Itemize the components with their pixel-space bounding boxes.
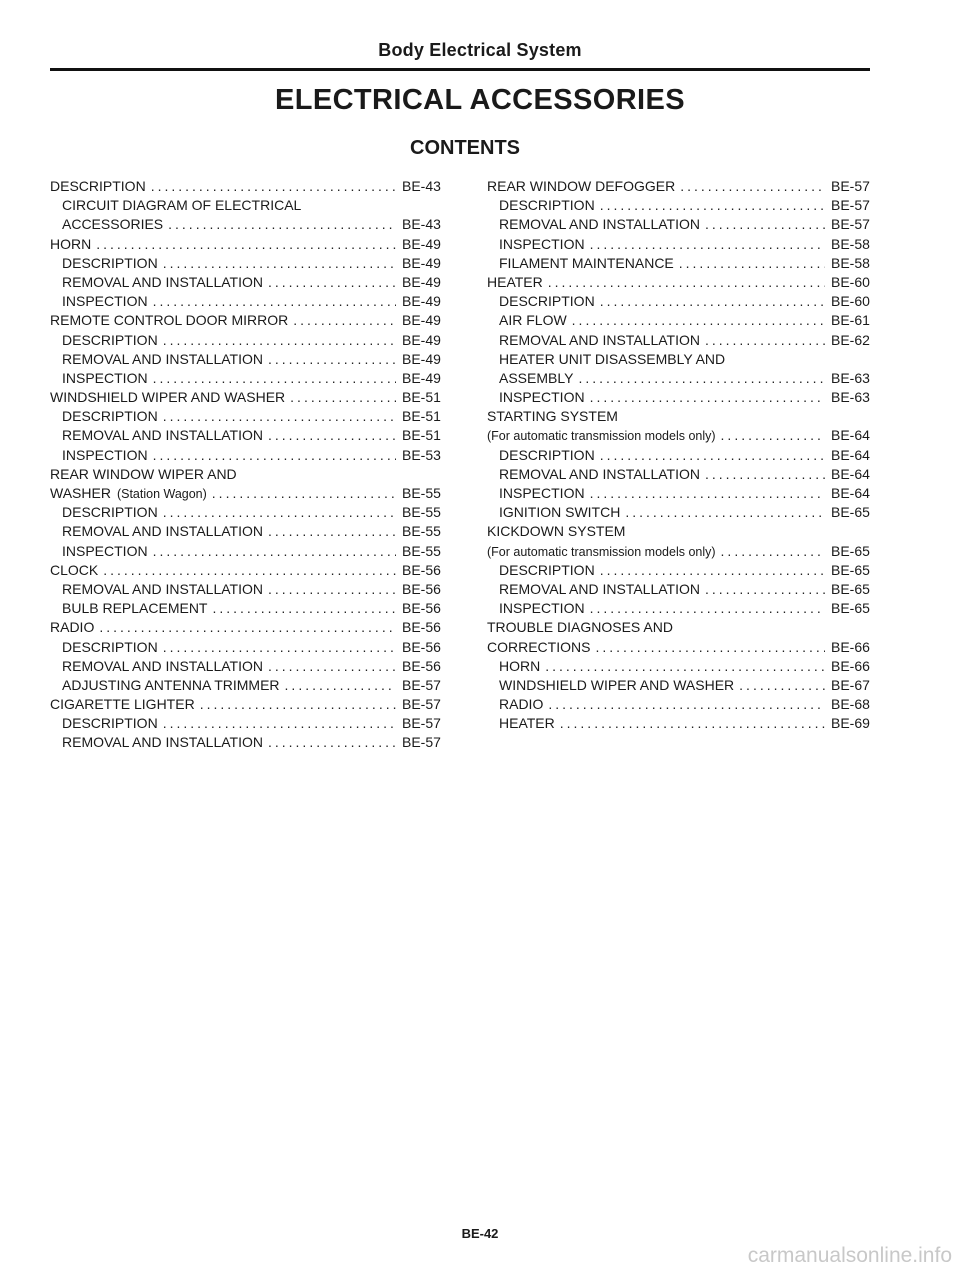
toc-entry	[487, 561, 873, 580]
toc-entry-title: DESCRIPTION	[499, 293, 595, 310]
toc-entry-title: DESCRIPTION	[62, 638, 158, 655]
dot-leader	[705, 465, 825, 484]
toc-entry-title: REMOVAL AND INSTALLATION	[62, 523, 263, 540]
toc-entry-title: RADIO	[499, 696, 544, 713]
toc-page-number: BE-64	[831, 465, 870, 482]
toc-entry	[487, 522, 873, 541]
dot-leader	[151, 177, 396, 196]
dot-leader	[595, 638, 825, 657]
toc-entry	[50, 733, 444, 752]
dot-leader	[290, 388, 396, 407]
dot-leader	[168, 215, 396, 234]
toc-entry	[50, 215, 444, 234]
toc-entry-title: DESCRIPTION	[499, 561, 595, 578]
toc-entry	[50, 580, 444, 599]
toc-entry	[487, 235, 873, 254]
toc-entry-title: REAR WINDOW DEFOGGER	[487, 178, 676, 194]
running-header: Body Electrical System	[378, 40, 582, 60]
toc-entry	[487, 215, 873, 234]
dot-leader	[268, 657, 396, 676]
dot-leader	[163, 254, 396, 273]
toc-page-number: BE-63	[831, 389, 870, 406]
toc-page-number: BE-56	[402, 638, 441, 655]
toc-right-column	[487, 177, 873, 733]
toc-page-number: BE-69	[831, 715, 870, 732]
toc-entry	[50, 311, 444, 330]
toc-page-number: BE-56	[402, 619, 441, 636]
toc-page-number: BE-49	[402, 293, 441, 310]
toc-entry-title: DESCRIPTION	[50, 178, 146, 194]
toc-entry-title: CLOCK	[50, 561, 99, 578]
dot-leader	[268, 350, 396, 369]
toc-entry-title: DESCRIPTION	[499, 446, 595, 463]
toc-entry	[50, 522, 444, 541]
toc-entry-title: ASSEMBLY	[499, 369, 574, 386]
toc-page-number: BE-66	[831, 657, 870, 674]
toc-entry	[487, 292, 873, 311]
toc-entry-title: REMOVAL AND INSTALLATION	[62, 350, 263, 367]
toc-entry-title: HEATER	[499, 715, 555, 732]
toc-page-number: BE-56	[402, 600, 441, 617]
toc-page-number: BE-57	[831, 197, 870, 214]
toc-entry-title: CORRECTIONS	[487, 638, 591, 655]
toc-entry	[487, 657, 873, 676]
toc-page-number: BE-49	[402, 331, 441, 348]
toc-entry-qualifier: (Station Wagon)	[116, 487, 207, 501]
toc-entry	[487, 388, 873, 407]
toc-entry-title: REMOVAL AND INSTALLATION	[499, 580, 700, 597]
toc-entry-title: DESCRIPTION	[62, 408, 158, 425]
toc-page-number: BE-56	[402, 561, 441, 578]
toc-entry	[487, 676, 873, 695]
toc-page-number: BE-68	[831, 696, 870, 713]
dot-leader	[163, 503, 396, 522]
toc-entry-title: HEATER UNIT DISASSEMBLY AND	[499, 350, 726, 367]
toc-page-number: BE-53	[402, 446, 441, 463]
toc-page-number: BE-64	[831, 446, 870, 463]
toc-page-number: BE-58	[831, 254, 870, 271]
toc-entry-title: DESCRIPTION	[62, 254, 158, 271]
toc-page-number: BE-56	[402, 580, 441, 597]
toc-entry	[487, 273, 873, 292]
toc-entry	[487, 311, 873, 330]
toc-entry-title: DESCRIPTION	[62, 715, 158, 732]
toc-entry-title: STARTING SYSTEM	[487, 408, 618, 425]
toc-page-number: BE-49	[402, 273, 441, 290]
toc-entry-title: REMOVAL AND INSTALLATION	[62, 273, 263, 290]
toc-entry	[50, 388, 444, 407]
toc-entry	[50, 676, 444, 695]
dot-leader	[705, 215, 825, 234]
dot-leader	[268, 273, 396, 292]
dot-leader	[163, 638, 396, 657]
dot-leader	[590, 235, 825, 254]
dot-leader	[600, 446, 825, 465]
toc-page-number: BE-51	[402, 427, 441, 444]
toc-entry	[50, 331, 444, 350]
toc-entry	[487, 254, 873, 273]
toc-entry	[50, 369, 444, 388]
toc-entry-title: ACCESSORIES	[62, 216, 164, 233]
toc-entry-title: REMOVAL AND INSTALLATION	[62, 734, 263, 751]
toc-page-number: BE-49	[402, 254, 441, 271]
toc-entry	[487, 446, 873, 465]
toc-entry-title: AIR FLOW	[499, 312, 567, 329]
toc-entry	[50, 561, 444, 580]
toc-entry	[487, 369, 873, 388]
dot-leader	[163, 331, 396, 350]
toc-entry-title: REMOVAL AND INSTALLATION	[62, 427, 263, 444]
toc-entry-qualifier: (For automatic transmission models only)	[487, 429, 716, 444]
toc-page-number: BE-67	[831, 676, 870, 693]
page-number: BE-42	[461, 1226, 499, 1241]
dot-leader	[600, 196, 825, 215]
toc-entry	[487, 196, 873, 215]
dot-leader	[548, 273, 825, 292]
toc-page-number: BE-61	[831, 312, 870, 329]
dot-leader	[153, 446, 396, 465]
toc-entry	[50, 254, 444, 273]
toc-entry	[50, 695, 444, 714]
toc-entry-title: DESCRIPTION	[62, 331, 158, 348]
toc-page-number: BE-55	[402, 504, 441, 521]
toc-entry-title: INSPECTION	[62, 293, 148, 310]
toc-entry-title: DESCRIPTION	[499, 197, 595, 214]
toc-entry	[50, 273, 444, 292]
toc-page-number: BE-65	[831, 504, 870, 521]
toc-entry-title: REMOTE CONTROL DOOR MIRROR	[50, 312, 289, 329]
dot-leader	[212, 599, 396, 618]
contents-heading: CONTENTS	[410, 137, 520, 159]
toc-page-number: BE-64	[831, 485, 870, 501]
toc-entry	[50, 638, 444, 657]
page-title: ELECTRICAL ACCESSORIES	[274, 84, 685, 116]
toc-page-number: BE-65	[831, 542, 870, 559]
toc-page-number: BE-55	[402, 542, 441, 559]
toc-entry	[50, 196, 444, 215]
dot-leader	[721, 426, 825, 445]
toc-left-column	[50, 177, 444, 753]
toc-page-number: BE-62	[831, 331, 870, 348]
toc-entry-title: ADJUSTING ANTENNA TRIMMER	[62, 676, 280, 693]
dot-leader	[153, 369, 396, 388]
dot-leader	[590, 484, 825, 503]
toc-page-number: BE-60	[831, 293, 870, 310]
toc-entry	[50, 542, 444, 561]
toc-entry	[487, 638, 873, 657]
toc-entry	[487, 580, 873, 599]
toc-entry	[50, 407, 444, 426]
toc-page-number: BE-57	[402, 734, 441, 751]
toc-page-number: BE-63	[831, 369, 870, 386]
toc-page-number: BE-57	[831, 216, 870, 233]
dot-leader	[578, 369, 825, 388]
toc-entry	[50, 292, 444, 311]
toc-page-number: BE-56	[402, 657, 441, 674]
dot-leader	[285, 676, 396, 695]
dot-leader	[680, 177, 825, 196]
toc-entry	[50, 657, 444, 676]
toc-entry	[487, 542, 873, 561]
dot-leader	[212, 484, 396, 503]
toc-entry-title: BULB REPLACEMENT	[62, 600, 208, 617]
dot-leader	[560, 714, 825, 733]
toc-entry-title: INSPECTION	[62, 542, 148, 559]
toc-entry	[50, 465, 444, 484]
dot-leader	[293, 311, 396, 330]
dot-leader	[96, 235, 396, 254]
toc-page-number: BE-66	[831, 638, 870, 655]
toc-entry	[487, 350, 873, 369]
toc-page-number: BE-55	[402, 485, 441, 501]
toc-page-number: BE-57	[402, 715, 441, 732]
toc-entry	[487, 695, 873, 714]
toc-entry	[50, 618, 444, 637]
dot-leader	[268, 580, 396, 599]
toc-entry	[50, 446, 444, 465]
dot-leader	[625, 503, 825, 522]
dot-leader	[590, 599, 825, 618]
toc-entry-title: KICKDOWN SYSTEM	[487, 523, 626, 540]
toc-page-number: BE-57	[402, 696, 441, 713]
dot-leader	[600, 292, 825, 311]
dot-leader	[200, 695, 396, 714]
dot-leader	[103, 561, 396, 580]
dot-leader	[268, 426, 396, 445]
header-rule	[50, 68, 870, 71]
toc-entry	[487, 503, 873, 522]
dot-leader	[548, 695, 825, 714]
dot-leader	[153, 542, 396, 561]
dot-leader	[705, 331, 825, 350]
toc-entry	[487, 618, 873, 637]
toc-page-number: BE-65	[831, 561, 870, 578]
toc-page-number: BE-57	[831, 178, 870, 194]
toc-entry	[50, 235, 444, 254]
toc-entry	[50, 350, 444, 369]
toc-entry-title: TROUBLE DIAGNOSES AND	[487, 619, 673, 636]
toc-entry-title: INSPECTION	[499, 600, 585, 617]
watermark: carmanualsonline.info	[747, 1244, 952, 1267]
dot-leader	[590, 388, 825, 407]
toc-entry	[50, 484, 444, 503]
toc-entry-title: REMOVAL AND INSTALLATION	[499, 331, 700, 348]
dot-leader	[163, 407, 396, 426]
toc-entry	[487, 714, 873, 733]
toc-entry-title: FILAMENT MAINTENANCE	[499, 254, 674, 271]
toc-entry-title: RADIO	[50, 619, 95, 636]
toc-page-number: BE-43	[402, 216, 441, 233]
toc-entry-title: INSPECTION	[62, 369, 148, 386]
dot-leader	[721, 542, 825, 561]
toc-entry	[50, 714, 444, 733]
toc-entry-title: HORN	[499, 657, 541, 674]
toc-entry	[487, 465, 873, 484]
dot-leader	[268, 522, 396, 541]
toc-entry	[487, 599, 873, 618]
dot-leader	[268, 733, 396, 752]
toc-entry	[487, 484, 873, 503]
toc-entry	[50, 177, 444, 196]
toc-entry-title: IGNITION SWITCH	[499, 504, 621, 521]
toc-entry	[487, 426, 873, 445]
toc-entry	[50, 599, 444, 618]
toc-page-number: BE-55	[402, 523, 441, 540]
toc-entry	[487, 177, 873, 196]
toc-entry-title: INSPECTION	[499, 389, 585, 406]
toc-page-number: BE-49	[402, 350, 441, 367]
toc-entry-title: REMOVAL AND INSTALLATION	[499, 216, 700, 233]
dot-leader	[163, 714, 396, 733]
toc-entry-qualifier: (For automatic transmission models only)	[487, 544, 716, 559]
toc-page-number: BE-49	[402, 235, 441, 252]
toc-page-number: BE-64	[831, 427, 870, 444]
toc-entry-title: WINDSHIELD WIPER AND WASHER	[499, 676, 735, 693]
toc-page-number: BE-65	[831, 580, 870, 597]
toc-page-number: BE-51	[402, 389, 441, 406]
toc-entry-title: REAR WINDOW WIPER AND	[50, 465, 237, 482]
dot-leader	[679, 254, 825, 273]
toc-page-number: BE-65	[831, 600, 870, 617]
toc-page-number: BE-49	[402, 369, 441, 386]
toc-entry	[487, 331, 873, 350]
dot-leader	[600, 561, 825, 580]
dot-leader	[99, 618, 396, 637]
toc-entry-title: INSPECTION	[499, 485, 585, 501]
toc-entry-title: INSPECTION	[62, 446, 148, 463]
toc-page-number: BE-57	[402, 676, 441, 693]
toc-entry-title: INSPECTION	[499, 235, 585, 252]
toc-entry-title: REMOVAL AND INSTALLATION	[499, 465, 700, 482]
toc-page-number: BE-51	[402, 408, 441, 425]
toc-entry-title: HEATER	[487, 273, 543, 290]
toc-page-number: BE-43	[402, 178, 441, 194]
dot-leader	[705, 580, 825, 599]
toc-page-number: BE-58	[831, 235, 870, 252]
dot-leader	[153, 292, 396, 311]
toc-entry-title: REMOVAL AND INSTALLATION	[62, 657, 263, 674]
toc-entry	[50, 426, 444, 445]
toc-entry	[50, 503, 444, 522]
toc-entry-title: REMOVAL AND INSTALLATION	[62, 580, 263, 597]
toc-entry	[487, 407, 873, 426]
toc-entry-title: WINDSHIELD WIPER AND WASHER	[50, 389, 286, 406]
toc-page-number: BE-49	[402, 312, 441, 329]
dot-leader	[572, 311, 825, 330]
dot-leader	[739, 676, 825, 695]
toc-entry-title: CIGARETTE LIGHTER	[50, 696, 195, 713]
toc-entry-title: DESCRIPTION	[62, 504, 158, 521]
toc-entry-title: WASHER	[50, 485, 111, 501]
toc-entry-title: HORN	[50, 235, 92, 252]
toc-page-number: BE-60	[831, 273, 870, 290]
toc-entry-title: CIRCUIT DIAGRAM OF ELECTRICAL	[62, 197, 302, 214]
dot-leader	[545, 657, 825, 676]
